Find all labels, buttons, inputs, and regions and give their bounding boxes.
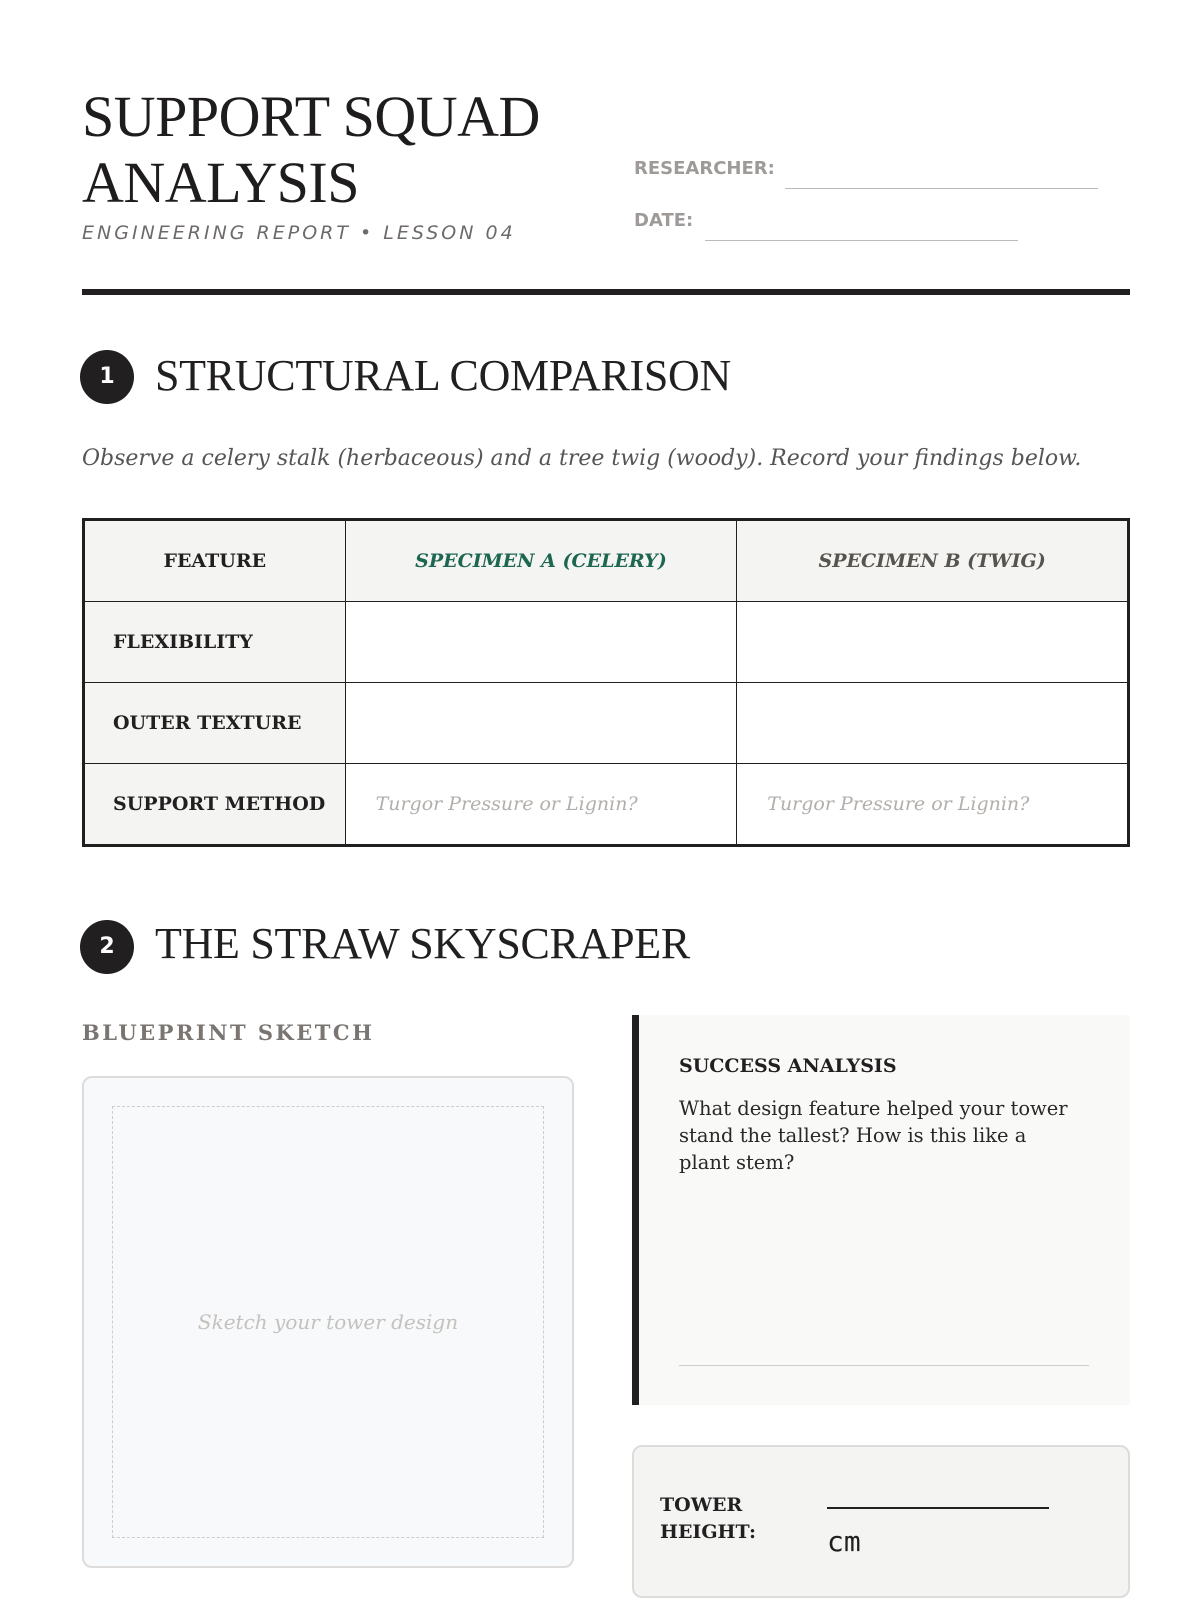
success-analysis-answer-line[interactable] bbox=[679, 1365, 1089, 1366]
title-line-2: ANALYSIS bbox=[82, 150, 359, 215]
comparison-table bbox=[82, 518, 1130, 847]
section-1-title: STRUCTURAL COMPARISON bbox=[155, 351, 732, 400]
section-2-number-badge: 2 bbox=[80, 920, 134, 974]
blueprint-sketch-label: BLUEPRINT SKETCH bbox=[82, 1020, 375, 1045]
tower-height-input-line[interactable] bbox=[827, 1507, 1049, 1509]
title-line-1: SUPPORT SQUAD bbox=[82, 84, 540, 149]
table-row bbox=[84, 602, 1129, 683]
sketch-placeholder: Sketch your tower design bbox=[197, 1310, 459, 1334]
researcher-label: RESEARCHER: bbox=[634, 158, 775, 179]
table-row bbox=[84, 683, 1129, 764]
success-analysis-panel bbox=[632, 1015, 1130, 1405]
section-1-instructions: Observe a celery stalk (herbaceous) and a tree twig (woody). Record your findings below. bbox=[82, 446, 1082, 471]
row-label-flexibility: FLEXIBILITY bbox=[84, 602, 346, 683]
column-header-feature: FEATURE bbox=[84, 520, 346, 602]
date-field[interactable] bbox=[705, 240, 1018, 241]
sketch-dashed-frame bbox=[112, 1106, 544, 1538]
page-title bbox=[82, 84, 642, 216]
table-row bbox=[84, 764, 1129, 846]
success-analysis-question: What design feature helped your tower stand the tallest? How is this like a plant stem? bbox=[679, 1097, 1068, 1174]
success-analysis-title: SUCCESS ANALYSIS bbox=[679, 1055, 897, 1077]
outer-texture-specimen-b-cell[interactable] bbox=[737, 683, 1129, 764]
sketch-area[interactable] bbox=[82, 1076, 574, 1568]
researcher-field[interactable] bbox=[785, 188, 1098, 189]
tower-height-unit: cm bbox=[827, 1525, 861, 1558]
header-divider bbox=[82, 289, 1130, 295]
page-subtitle: ENGINEERING REPORT • LESSON 04 bbox=[82, 222, 516, 244]
column-header-specimen-a: SPECIMEN A (CELERY) bbox=[345, 520, 737, 602]
flexibility-specimen-a-cell[interactable] bbox=[345, 602, 737, 683]
section-1-number-badge: 1 bbox=[80, 350, 134, 404]
outer-texture-specimen-a-cell[interactable] bbox=[345, 683, 737, 764]
tower-height-label-line-1: TOWER bbox=[660, 1494, 743, 1516]
tower-height-panel bbox=[632, 1445, 1130, 1598]
table-header-row bbox=[84, 520, 1129, 602]
column-header-specimen-b: SPECIMEN B (TWIG) bbox=[737, 520, 1129, 602]
flexibility-specimen-b-cell[interactable] bbox=[737, 602, 1129, 683]
support-method-specimen-a-cell[interactable]: Turgor Pressure or Lignin? bbox=[345, 764, 737, 846]
row-label-support-method: SUPPORT METHOD bbox=[84, 764, 346, 846]
date-label: DATE: bbox=[634, 210, 694, 231]
tower-height-label-line-2: HEIGHT: bbox=[660, 1521, 756, 1543]
support-method-specimen-b-cell[interactable]: Turgor Pressure or Lignin? bbox=[737, 764, 1129, 846]
tower-height-label bbox=[660, 1492, 780, 1546]
section-2-title: THE STRAW SKYSCRAPER bbox=[155, 919, 690, 968]
row-label-outer-texture: OUTER TEXTURE bbox=[84, 683, 346, 764]
